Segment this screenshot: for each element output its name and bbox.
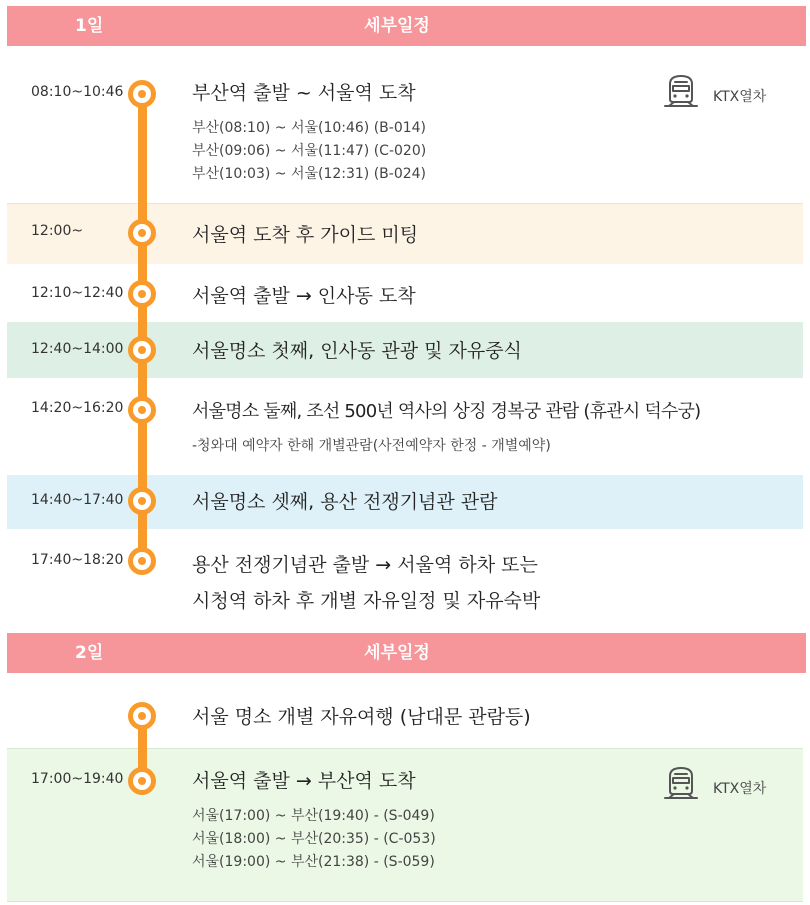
item-time: 14:20~16:20 [31, 400, 124, 416]
item-time: 17:00~19:40 [31, 771, 124, 787]
item-title: 서울명소 셋째, 용산 전쟁기념관 관람 [192, 491, 498, 513]
item-title: 서울명소 둘째, 조선 500년 역사의 상징 경복궁 관람 (휴관시 덕수궁) [192, 401, 701, 422]
day2-header [7, 633, 806, 673]
timeline-dot [128, 219, 156, 247]
item-sub: 서울(19:00) ~ 부산(21:38) - (S-059) [192, 854, 435, 870]
item-time: 08:10~10:46 [31, 84, 124, 100]
item-title: 서울역 도착 후 가이드 미팅 [192, 224, 419, 246]
item-title-line2: 시청역 하차 후 개별 자유일정 및 자유숙박 [192, 590, 541, 612]
timeline-dot [128, 487, 156, 515]
day2-label: 2일 [75, 643, 104, 663]
day1-label: 1일 [75, 16, 104, 36]
timeline-dot [128, 336, 156, 364]
item-sub: 부산(10:03) ~ 서울(12:31) (B-024) [192, 166, 427, 182]
timeline-dot [128, 396, 156, 424]
item-title: 서울역 출발 → 인사동 도착 [192, 285, 416, 307]
timeline-dot [128, 702, 156, 730]
item-title: 용산 전쟁기념관 출발 → 서울역 하차 또는 [192, 554, 538, 576]
item-time: 12:00~ [31, 223, 84, 239]
item-time: 17:40~18:20 [31, 552, 124, 568]
item-title: 서울역 출발 → 부산역 도착 [192, 770, 416, 792]
transport-label: KTX열차 [713, 781, 767, 797]
item-title: 서울 명소 개별 자유여행 (남대문 관람등) [192, 706, 531, 728]
train-icon [662, 72, 700, 108]
item-time: 14:40~17:40 [31, 492, 124, 508]
transport-label: KTX열차 [713, 89, 767, 105]
item-sub: 서울(17:00) ~ 부산(19:40) - (S-049) [192, 808, 435, 824]
item-title: 부산역 출발 ~ 서울역 도착 [192, 82, 416, 104]
item-sub: 부산(09:06) ~ 서울(11:47) (C-020) [192, 143, 427, 159]
timeline-dot [128, 80, 156, 108]
item-sub: -청와대 예약자 한해 개별관람(사전예약자 한정 - 개별예약) [192, 438, 551, 454]
day1-header [7, 6, 806, 46]
item-title: 서울명소 첫째, 인사동 관광 및 자유중식 [192, 340, 522, 362]
train-icon [662, 764, 700, 800]
item-sub: 부산(08:10) ~ 서울(10:46) (B-014) [192, 120, 427, 136]
item-time: 12:10~12:40 [31, 285, 124, 301]
timeline-dot [128, 767, 156, 795]
timeline-dot [128, 547, 156, 575]
day2-header-title: 세부일정 [364, 643, 430, 663]
day1-header-title: 세부일정 [364, 16, 430, 36]
timeline-dot [128, 280, 156, 308]
item-time: 12:40~14:00 [31, 341, 124, 357]
item-sub: 서울(18:00) ~ 부산(20:35) - (C-053) [192, 831, 436, 847]
